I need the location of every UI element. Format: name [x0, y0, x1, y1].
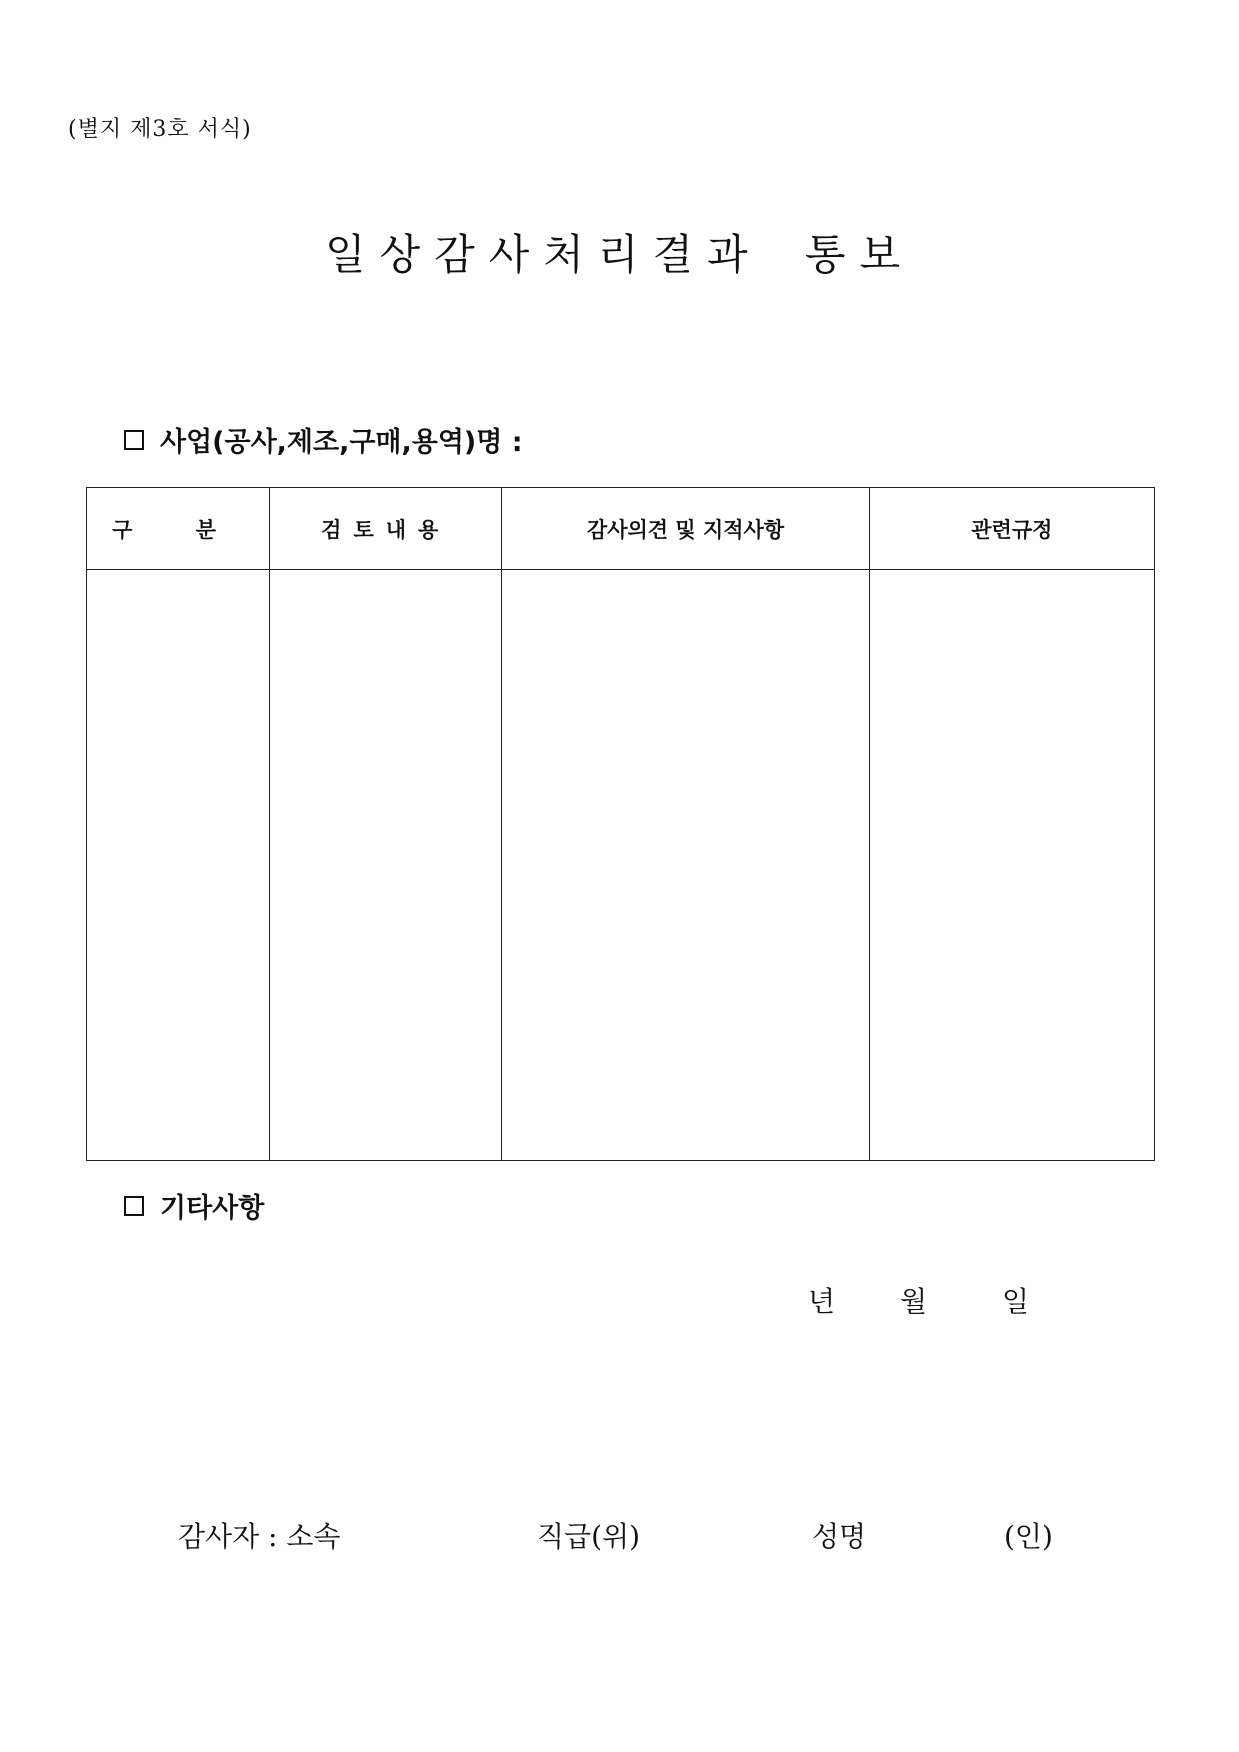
seal-label: (인) [1004, 1520, 1053, 1553]
date-month: 월 [900, 1285, 928, 1318]
header-related-regulations: 관련규정 [869, 488, 1154, 570]
date-day: 일 [1002, 1285, 1030, 1318]
review-content-cell[interactable] [270, 570, 502, 1161]
header-category: 구 분 [87, 488, 270, 570]
table-row [87, 570, 1155, 1161]
form-reference: (별지 제3호 서식) [68, 117, 252, 142]
project-name-label: 사업(공사,제조,구매,용역)명 : [160, 427, 523, 458]
audit-result-table [86, 487, 1155, 1161]
page-title: 일상감사처리결과 통보 [324, 230, 915, 279]
header-audit-opinion: 감사의견 및 지적사항 [502, 488, 869, 570]
audit-opinion-cell[interactable] [502, 570, 869, 1161]
related-regulations-cell[interactable] [869, 570, 1154, 1161]
date-year: 년 [808, 1285, 836, 1318]
auditor-affiliation-label: 감사자 : 소속 [178, 1520, 341, 1553]
category-cell[interactable] [87, 570, 270, 1161]
project-name-heading [124, 420, 523, 459]
checkbox-square-icon [124, 430, 144, 450]
other-matters-label: 기타사항 [160, 1193, 265, 1224]
header-review-content: 검토내용 [270, 488, 502, 570]
checkbox-square-icon [124, 1196, 144, 1216]
other-matters-heading [124, 1186, 264, 1225]
rank-label: 직급(위) [537, 1520, 640, 1553]
name-label: 성명 [812, 1520, 867, 1553]
table-header-row [87, 488, 1155, 570]
